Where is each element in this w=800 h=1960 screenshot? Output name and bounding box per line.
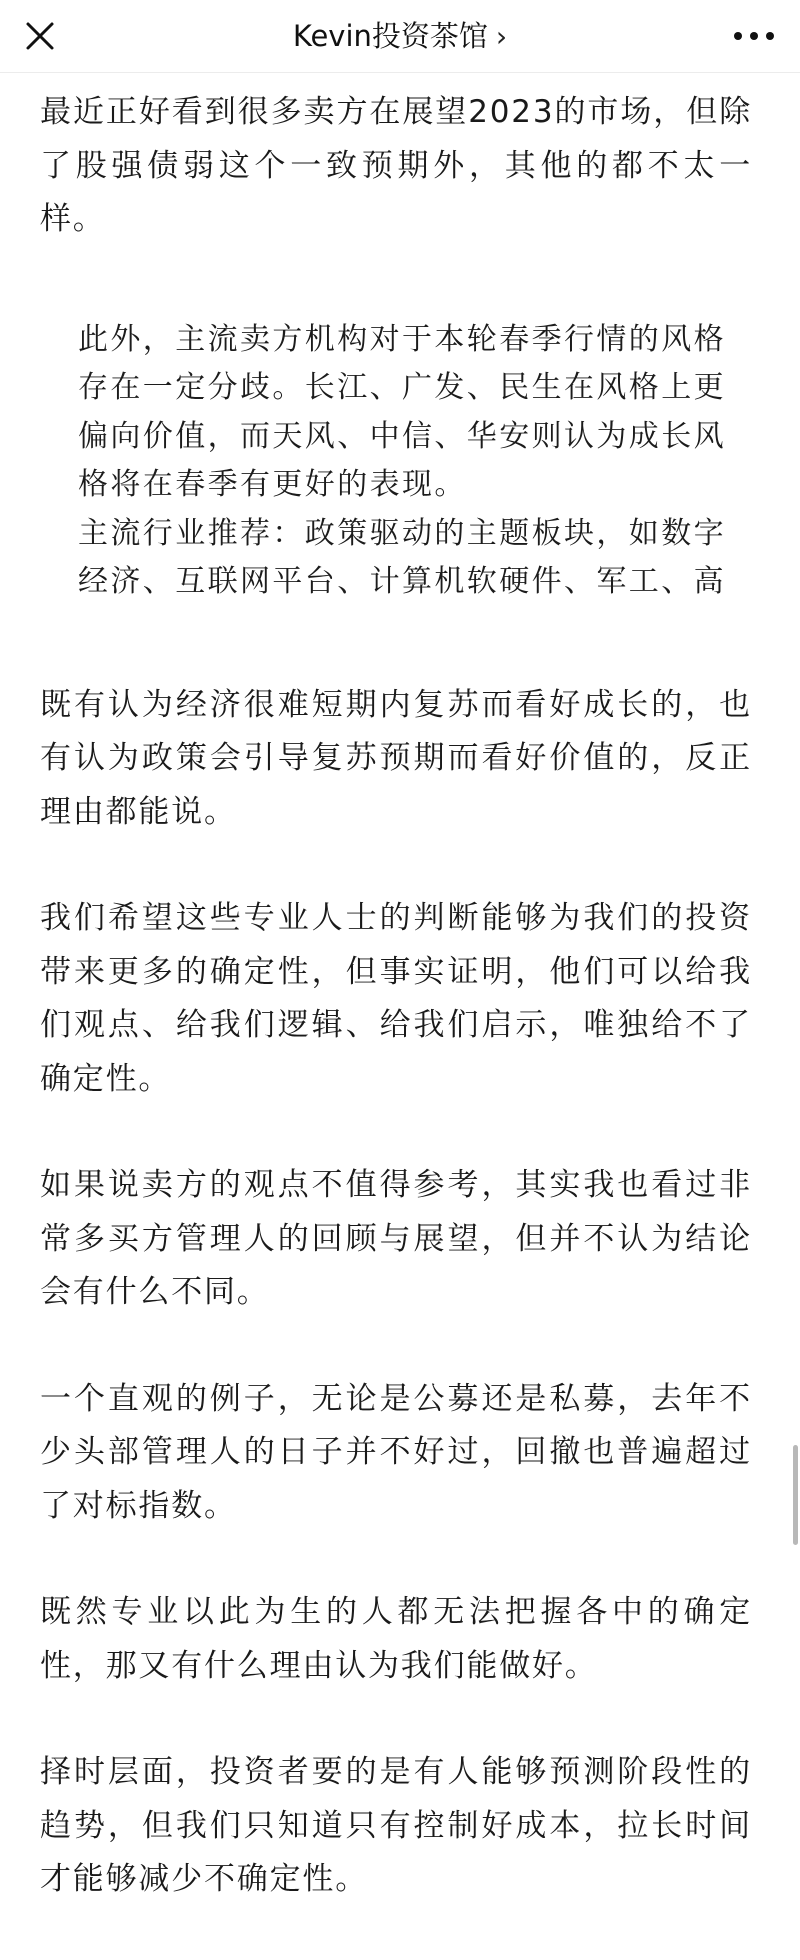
paragraph-5: 一个直观的例子，无论是公募还是私募，去年不少头部管理人的日子并不好过，回撤也普遍超过了对标指数。 [40,1380,752,1524]
account-name: Kevin投资茶馆 [292,19,488,53]
close-icon[interactable] [22,18,58,54]
quoted-screenshot-image[interactable] [40,300,760,626]
paragraph-intro: 最近正好看到很多卖方在展望2023的市场，但除了股强债弱这个一致预期外，其他的都不太一样。 [40,94,752,237]
quoted-text-line-1: 此外，主流卖方机构对于本轮春季行情的风格存在一定分歧。长江、广发、民生在风格上更偏向价值，而天风、中信、华安则认为成长风格将在春季有更好的表现。 [78,321,726,502]
quoted-text-block [78,316,738,607]
chevron-right-icon: › [495,20,508,53]
paragraph-6: 既然专业以此为生的人都无法把握各中的确定性，那又有什么理由认为我们能做好。 [40,1594,752,1684]
article-body [40,86,752,1960]
paragraph-3: 我们希望这些专业人士的判断能够为我们的投资带来更多的确定性，但事实证明，他们可以给我们观点、给我们逻辑、给我们启示，唯独给不了确定性。 [40,900,752,1097]
top-nav-bar [0,0,800,73]
scrollbar-thumb[interactable] [793,1445,798,1545]
more-icon[interactable] [730,24,778,48]
paragraph-4: 如果说卖方的观点不值得参考，其实我也看过非常多买方管理人的回顾与展望，但并不认为结论会有什么不同。 [40,1167,752,1310]
paragraph-7: 择时层面，投资者要的是有人能够预测阶段性的趋势，但我们只知道只有控制好成本，拉长时间才能够减少不确定性。 [40,1754,752,1897]
quoted-text-line-2: 主流行业推荐：政策驱动的主题板块，如数字经济、互联网平台、计算机软硬件、军工、高 [78,515,726,599]
account-title-link[interactable] [160,0,640,72]
paragraph-2: 既有认为经济很难短期内复苏而看好成长的，也有认为政策会引导复苏预期而看好价值的，反正理由都能说。 [40,686,752,830]
